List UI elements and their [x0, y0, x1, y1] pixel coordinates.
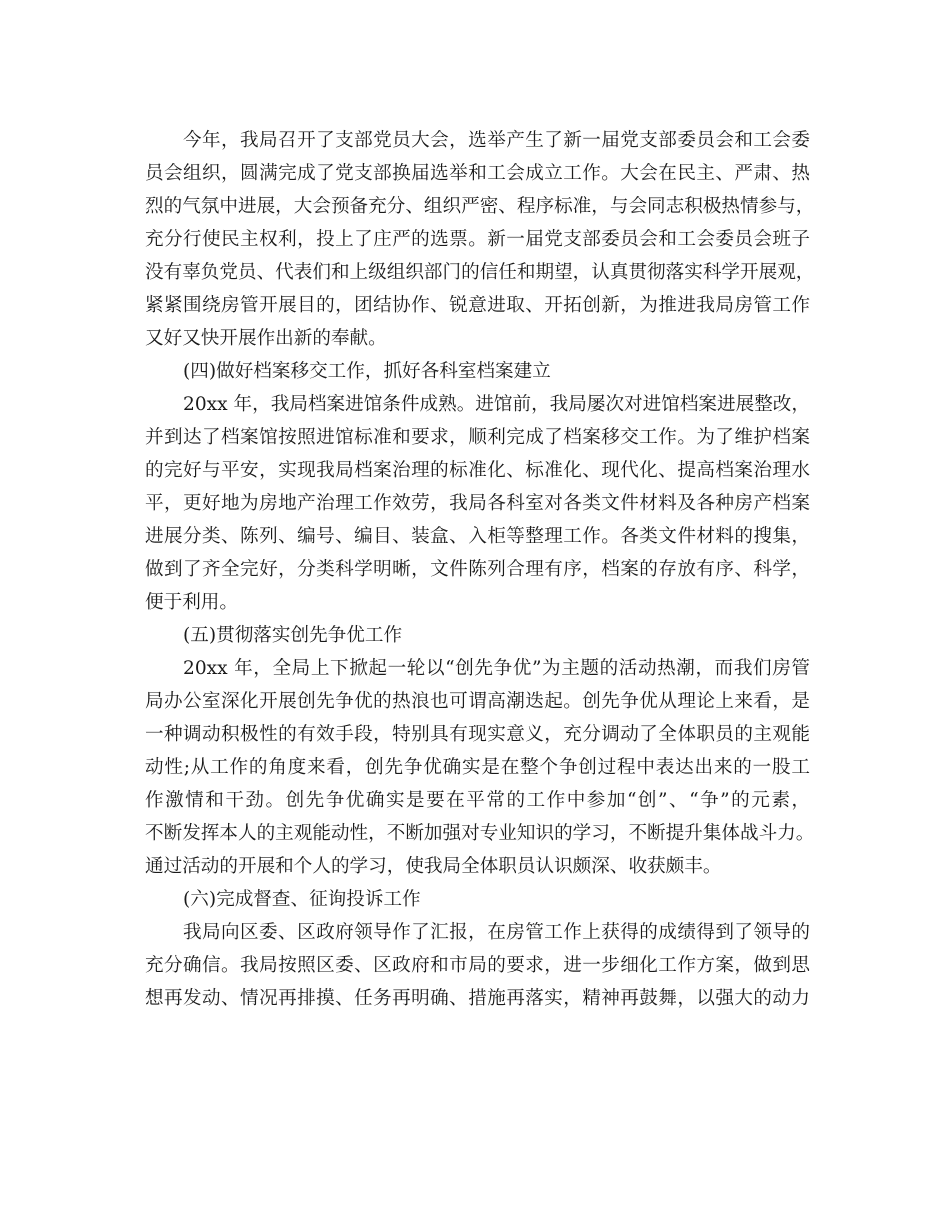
text-line: 20xx 年，全局上下掀起一轮以“创先争优”为主题的活动热潮，而我们房管 — [183, 658, 810, 679]
paragraph — [145, 916, 810, 1015]
heading-line: (四)做好档案移交工作，抓好各科室档案建立 — [183, 361, 551, 382]
text-line: 动性;从工作的角度来看，创先争优确实是在整个争创过程中表达出来的一股工 — [145, 757, 810, 778]
paragraph — [145, 388, 810, 619]
document-body — [145, 124, 815, 1015]
text-line: 平，更好地为房地产治理工作效劳，我局各科室对各类文件材料及各种房产档案 — [145, 493, 810, 514]
heading-line: (五)贯彻落实创先争优工作 — [183, 625, 403, 646]
section-heading — [145, 619, 810, 652]
text-line: 的完好与平安，实现我局档案治理的标准化、标准化、现代化、提高档案治理水 — [145, 460, 810, 481]
text-line: 通过活动的开展和个人的学习，使我局全体职员认识颇深、收获颇丰。 — [145, 856, 722, 877]
text-line: 便于利用。 — [145, 592, 238, 613]
text-line: 20xx 年，我局档案进馆条件成熟。进馆前，我局屡次对进馆档案进展整改， — [183, 394, 810, 415]
text-line: 进展分类、陈列、编号、编目、装盒、入柜等整理工作。各类文件材料的搜集， — [145, 526, 810, 547]
text-line: 做到了齐全完好，分类科学明晰，文件陈列合理有序，档案的存放有序、科学， — [145, 559, 810, 580]
text-line: 局办公室深化开展创先争优的热浪也可谓高潮迭起。创先争优从理论上来看，是 — [145, 691, 810, 712]
section-heading — [145, 883, 810, 916]
text-line: 我局向区委、区政府领导作了汇报，在房管工作上获得的成绩得到了领导的 — [183, 922, 810, 943]
text-line: 作激情和干劲。创先争优确实是要在平常的工作中参加“创”、“争”的元素， — [145, 790, 810, 811]
text-line: 没有辜负党员、代表们和上级组织部门的信任和期望，认真贯彻落实科学开展观， — [145, 262, 815, 283]
text-line: 不断发挥本人的主观能动性，不断加强对专业知识的学习，不断提升集体战斗力。 — [145, 823, 815, 844]
text-line: 紧紧围绕房管开展目的，团结协作、锐意进取、开拓创新，为推进我局房管工作 — [145, 295, 810, 316]
text-line: 充分确信。我局按照区委、区政府和市局的要求，进一步细化工作方案，做到思 — [145, 955, 810, 976]
text-line: 一种调动积极性的有效手段，特别具有现实意义，充分调动了全体职员的主观能 — [145, 724, 810, 745]
text-line: 又好又快开展作出新的奉献。 — [145, 328, 387, 349]
text-line: 想再发动、情况再排摸、任务再明确、措施再落实，精神再鼓舞，以强大的动力 — [145, 988, 810, 1009]
heading-line: (六)完成督查、征询投诉工作 — [183, 889, 421, 910]
text-line: 今年，我局召开了支部党员大会，选举产生了新一届党支部委员会和工会委 — [183, 130, 810, 151]
paragraph — [145, 652, 815, 883]
paragraph — [145, 124, 815, 355]
text-line: 烈的气氛中进展，大会预备充分、组织严密、程序标准，与会同志积极热情参与， — [145, 196, 815, 217]
section-heading — [145, 355, 810, 388]
text-line: 并到达了档案馆按照进馆标准和要求，顺利完成了档案移交工作。为了维护档案 — [145, 427, 810, 448]
text-line: 充分行使民主权利，投上了庄严的选票。新一届党支部委员会和工会委员会班子 — [145, 229, 810, 250]
text-line: 员会组织，圆满完成了党支部换届选举和工会成立工作。大会在民主、严肃、热 — [145, 163, 810, 184]
